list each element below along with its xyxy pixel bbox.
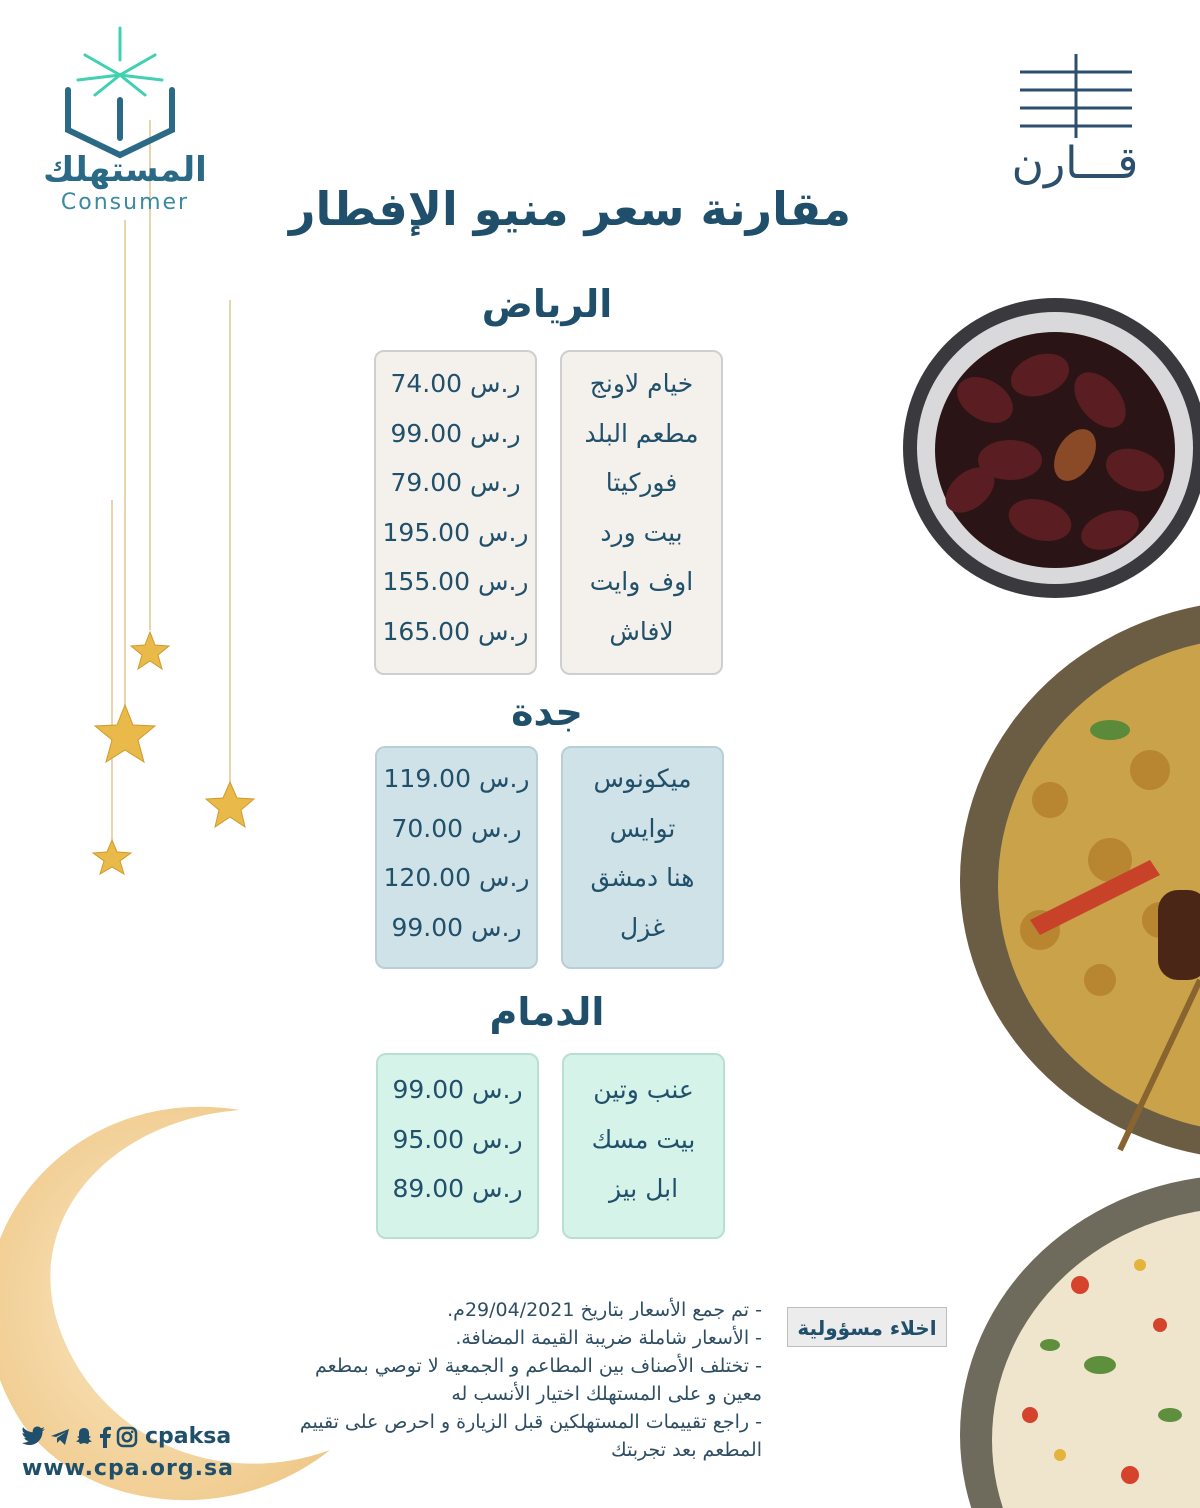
- qaren-logo-text: قـــارن: [1011, 138, 1139, 189]
- jeddah-restaurants-box: [561, 746, 724, 969]
- restaurant-name: عنب وتين: [593, 1075, 694, 1104]
- restaurant-name: خيام لاونج: [589, 369, 694, 398]
- social-icons: [22, 1426, 138, 1448]
- page-title: مقارنة سعر منيو الإفطار: [289, 182, 851, 236]
- price-value: 99.00 ر.س: [391, 912, 522, 942]
- twitter-icon[interactable]: [22, 1426, 46, 1448]
- consumer-logo-english: Consumer: [60, 190, 190, 215]
- white-rice-plate-image: [960, 1175, 1200, 1508]
- restaurant-name: توايس: [609, 813, 676, 843]
- restaurant-name: لافاش: [609, 616, 674, 646]
- restaurant-name: مطعم البلد: [584, 418, 699, 448]
- note-item: - الأسعار شاملة ضريبة القيمة المضافة.: [455, 1327, 762, 1349]
- facebook-icon[interactable]: [98, 1426, 112, 1448]
- restaurant-name: هنا دمشق: [590, 863, 695, 892]
- city-title-riyadh: الرياض: [481, 282, 613, 326]
- disclaimer-notes: [290, 1296, 762, 1464]
- price-value: 89.00 ر.س: [392, 1174, 523, 1203]
- snapchat-icon[interactable]: [74, 1427, 94, 1447]
- city-title-dammam: الدمام: [489, 990, 605, 1034]
- jeddah-prices-box: [375, 746, 538, 969]
- price-value: 119.00 ر.س: [383, 764, 530, 793]
- social-handle[interactable]: cpaksa: [145, 1424, 232, 1449]
- dammam-prices-box: [376, 1053, 539, 1239]
- disclaimer-label: اخلاء مسؤولية: [787, 1307, 947, 1347]
- instagram-icon[interactable]: [116, 1426, 138, 1448]
- price-value: 95.00 ر.س: [392, 1124, 523, 1154]
- price-value: 99.00 ر.س: [392, 1075, 523, 1104]
- riyadh-restaurants-box: [560, 350, 723, 675]
- rice-plate-image: [960, 600, 1200, 1160]
- note-item: - تختلف الأصناف بين المطاعم و الجمعية لا توصي بمطعم معين و على المستهلك اختيار الأنسب له: [315, 1355, 762, 1405]
- riyadh-prices-box: [374, 350, 537, 675]
- price-value: 74.00 ر.س: [390, 369, 521, 398]
- restaurant-name: غزل: [619, 912, 666, 942]
- restaurant-name: اوف وايت: [589, 567, 694, 596]
- price-value: 79.00 ر.س: [390, 468, 521, 497]
- dammam-restaurants-box: [562, 1053, 725, 1239]
- price-value: 120.00 ر.س: [383, 863, 530, 892]
- note-item: - راجع تقييمات المستهلكين قبل الزيارة و احرص على تقييم المطعم بعد تجربتك: [299, 1411, 762, 1461]
- price-value: 99.00 ر.س: [390, 418, 521, 448]
- note-item: - تم جمع الأسعار بتاريخ 29/04/2021م.: [447, 1299, 762, 1321]
- consumer-logo-arabic: المستهلك: [43, 150, 207, 190]
- dates-bowl-image: [900, 290, 1200, 610]
- restaurant-name: بيت مسك: [591, 1124, 696, 1154]
- website-link[interactable]: www.cpa.org.sa: [22, 1456, 234, 1481]
- restaurant-name: ابل بيز: [608, 1174, 679, 1203]
- telegram-icon[interactable]: [50, 1427, 70, 1447]
- price-value: 70.00 ر.س: [391, 813, 522, 843]
- restaurant-name: ميكونوس: [593, 764, 692, 793]
- price-value: 195.00 ر.س: [382, 517, 529, 547]
- city-title-jeddah: جدة: [511, 690, 583, 734]
- price-value: 165.00 ر.س: [382, 616, 529, 646]
- price-value: 155.00 ر.س: [382, 567, 529, 596]
- restaurant-name: فوركيتا: [605, 468, 678, 497]
- restaurant-name: بيت ورد: [600, 517, 683, 547]
